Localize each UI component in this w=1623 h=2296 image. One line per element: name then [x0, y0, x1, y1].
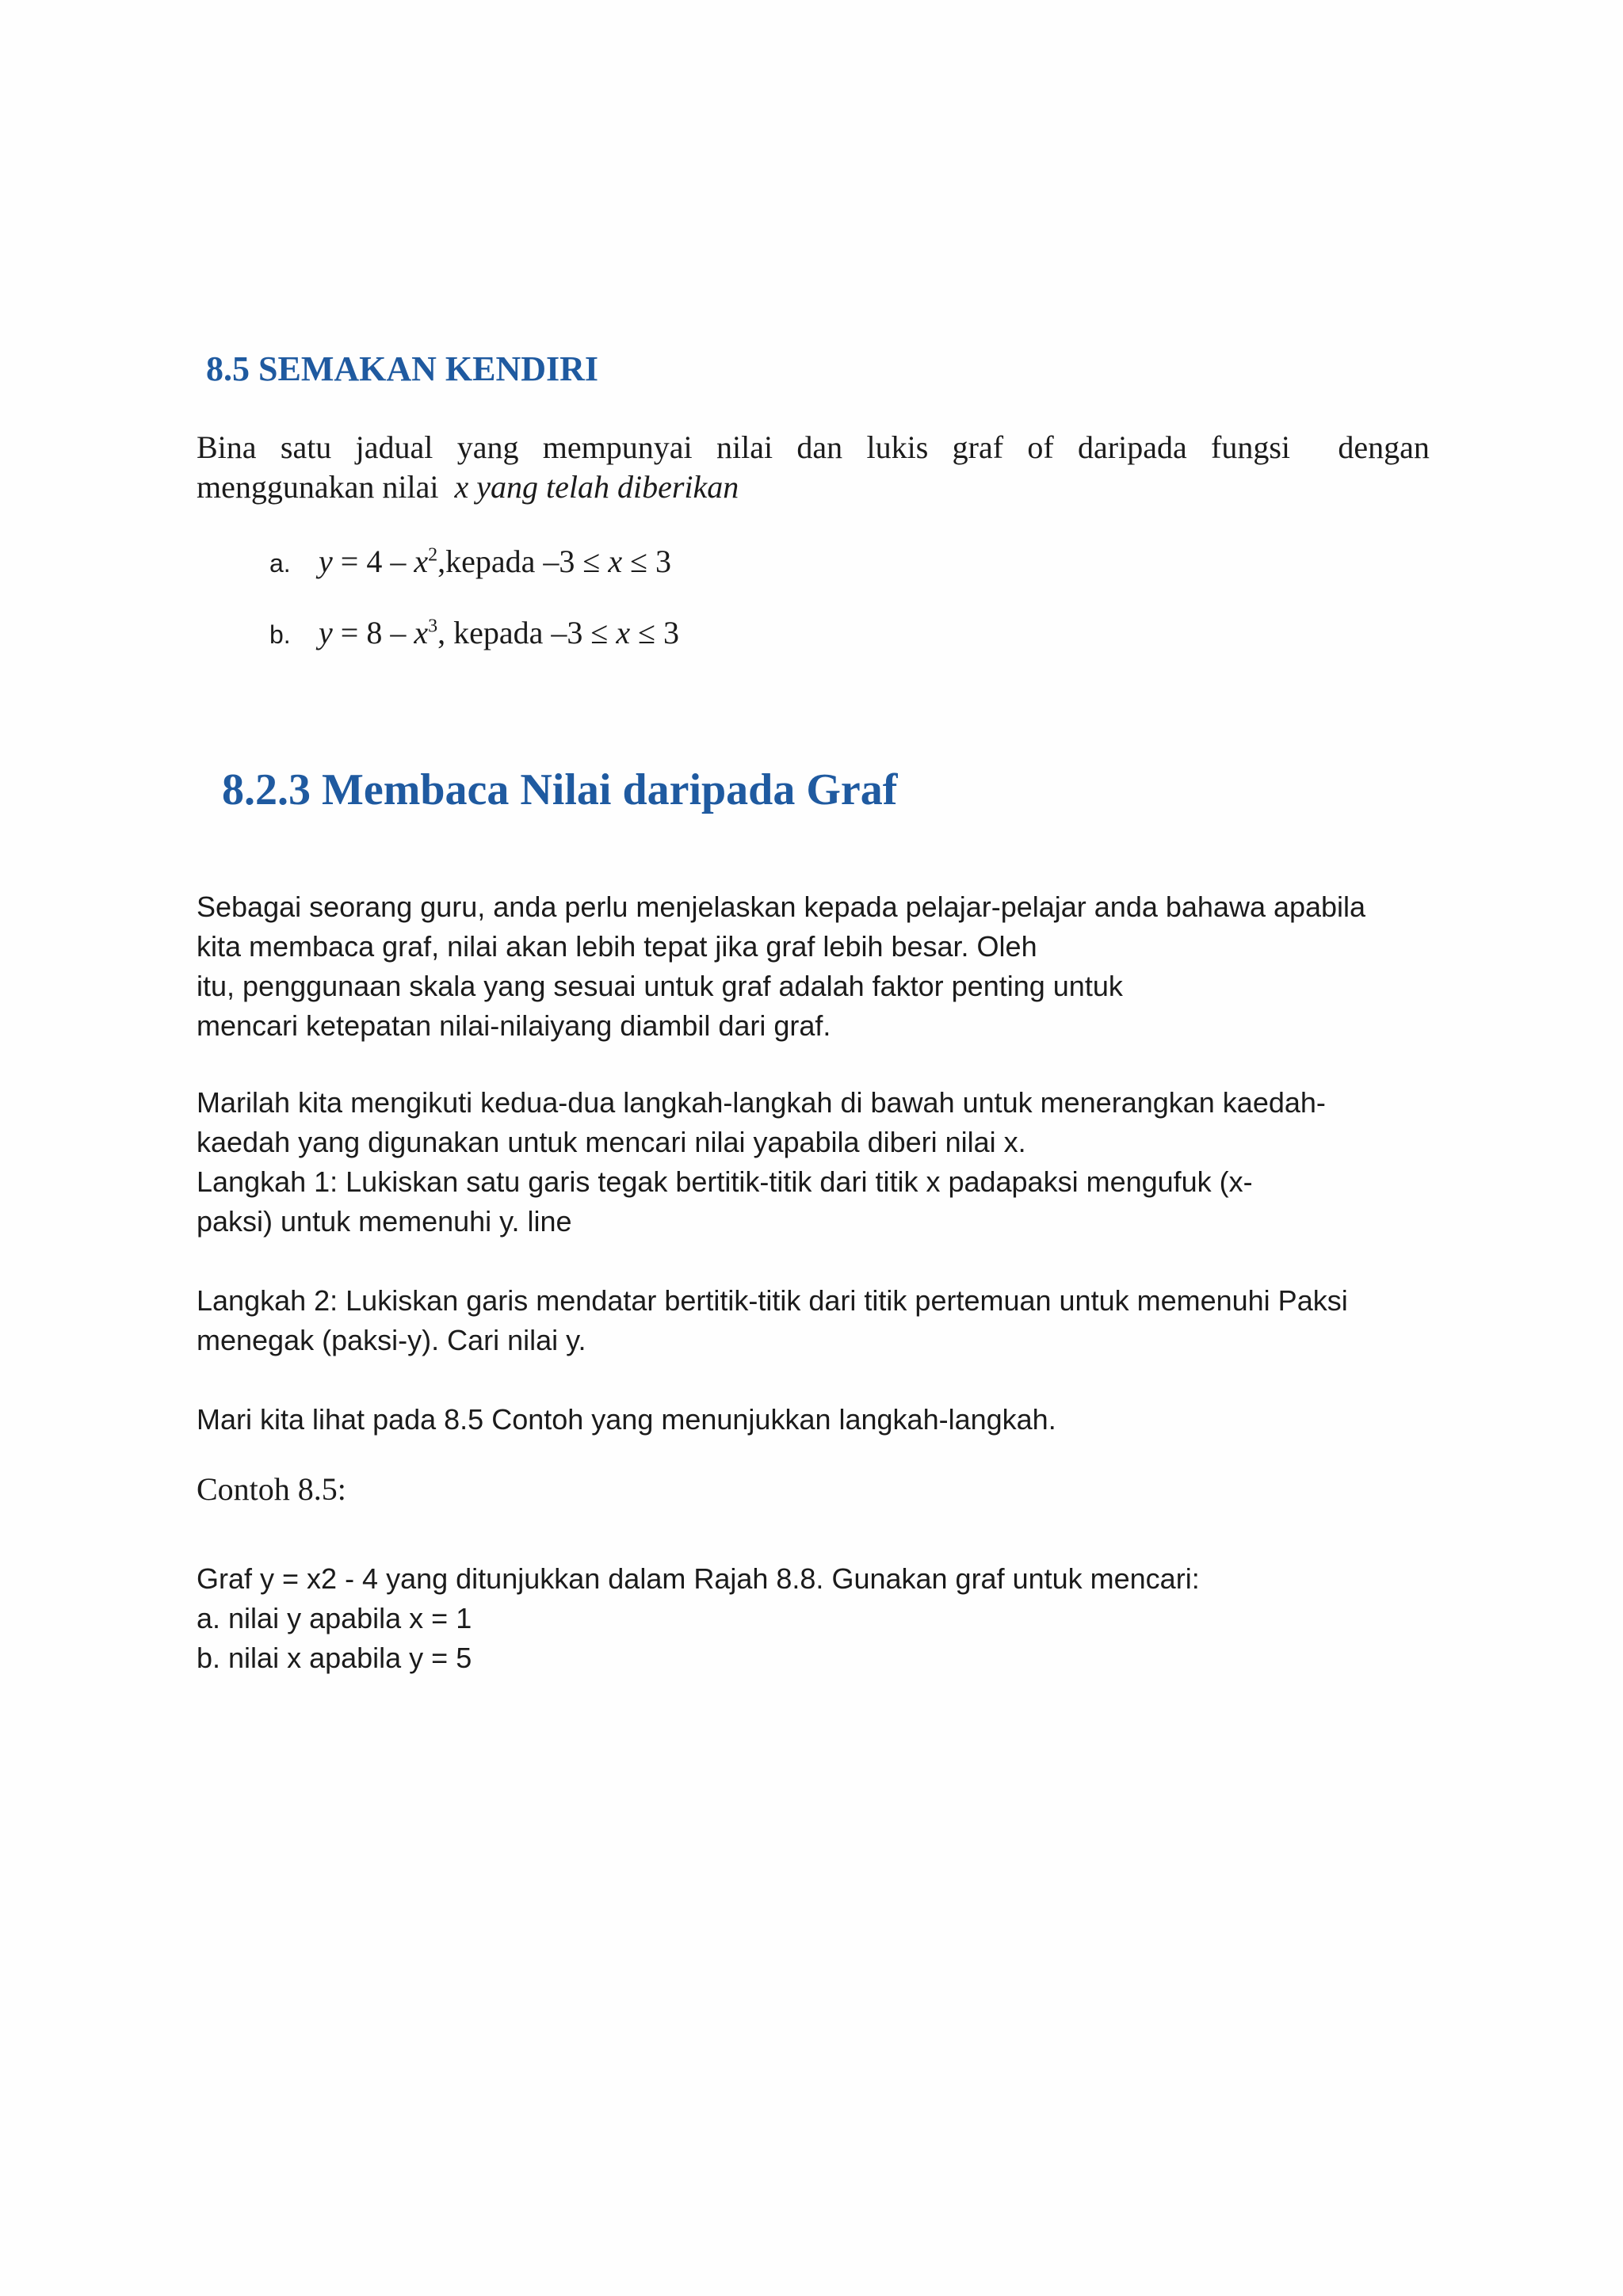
paragraph-3: [197, 1281, 1348, 1360]
exercise-item-a: [269, 543, 671, 580]
item-equation: [319, 543, 671, 579]
intro-word: satu: [280, 429, 332, 465]
intro-word: nilai: [716, 429, 773, 465]
semakan-heading: 8.5 SEMAKAN KENDIRI: [206, 349, 599, 388]
intro-word: yang: [456, 429, 519, 465]
semakan-intro: [197, 428, 1430, 507]
var-y: y: [319, 543, 333, 579]
intro-word: jadual: [355, 429, 433, 465]
text-line: Marilah kita mengikuti kedua-dua langkah-langkah di bawah untuk menerangkan kaedah-: [197, 1086, 1326, 1119]
exercise-item-b: [269, 614, 679, 651]
paragraph-1: [197, 887, 1365, 1046]
text-line: Langkah 1: Lukiskan satu garis tegak bertitik-titik dari titik x padapaksi mengufuk (x-: [197, 1165, 1253, 1198]
intro-word: Bina: [197, 429, 257, 465]
intro-word: dan: [796, 429, 843, 465]
intro-line-2: [197, 467, 1430, 507]
text-line: itu, penggunaan skala yang sesuai untuk graf adalah faktor penting untuk: [197, 970, 1123, 1002]
eq-part: = 4 –: [332, 543, 414, 579]
exponent: 3: [428, 616, 438, 637]
text-line: kaedah yang digunakan untuk mencari nilai yapabila diberi nilai x.: [197, 1126, 1026, 1158]
eq-part: = 8 –: [332, 615, 414, 650]
intro-word: mempunyai: [542, 429, 693, 465]
intro-word: lukis: [866, 429, 929, 465]
intro-line-1: [197, 428, 1430, 467]
item-equation: [319, 615, 679, 650]
item-label: a.: [269, 549, 291, 578]
text-line: menegak (paksi-y). Cari nilai y.: [197, 1324, 586, 1356]
intro-word: dengan: [1338, 429, 1430, 465]
text-line: Sebagai seorang guru, anda perlu menjelaskan kepada pelajar-pelajar anda bahawa apabila: [197, 891, 1366, 923]
eq-part: ,kepada –3 ≤: [437, 543, 609, 579]
contoh-label: Contoh 8.5:: [197, 1471, 346, 1507]
item-label: b.: [269, 620, 291, 649]
text-line: Graf y = x2 - 4 yang ditunjukkan dalam Rajah 8.8. Gunakan graf untuk mencari:: [197, 1562, 1200, 1595]
intro-word: graf: [952, 429, 1004, 465]
var-x: x: [608, 543, 623, 579]
var-x: x: [414, 543, 429, 579]
text-line: Langkah 2: Lukiskan garis mendatar bertitik-titik dari titik pertemuan untuk memenuhi Paksi: [197, 1284, 1348, 1317]
intro-line-2-italic: x yang telah diberikan: [454, 469, 739, 505]
text-line: mencari ketepatan nilai-nilaiyang diambil dari graf.: [197, 1009, 831, 1042]
text-line: a. nilai y apabila x = 1: [197, 1602, 472, 1634]
paragraph-5: [197, 1559, 1200, 1678]
var-x: x: [616, 615, 631, 650]
membaca-heading: 8.2.3 Membaca Nilai daripada Graf: [222, 765, 898, 814]
intro-line-2-plain: menggunakan nilai: [197, 469, 439, 505]
text-line: paksi) untuk memenuhi y. line: [197, 1205, 572, 1238]
exponent: 2: [428, 544, 438, 566]
intro-word: of: [1027, 429, 1054, 465]
var-y: y: [319, 615, 333, 650]
eq-part: , kepada –3 ≤: [437, 615, 617, 650]
text-line: kita membaca graf, nilai akan lebih tepat jika graf lebih besar. Oleh: [197, 930, 1037, 963]
paragraph-4: Mari kita lihat pada 8.5 Contoh yang menunjukkan langkah-langkah.: [197, 1403, 1056, 1436]
var-x: x: [414, 615, 429, 650]
paragraph-2: [197, 1083, 1326, 1241]
text-line: b. nilai x apabila y = 5: [197, 1642, 472, 1674]
eq-part: ≤ 3: [622, 543, 672, 579]
intro-word: fungsi: [1211, 429, 1291, 465]
intro-word: daripada: [1078, 429, 1187, 465]
eq-part: ≤ 3: [630, 615, 680, 650]
